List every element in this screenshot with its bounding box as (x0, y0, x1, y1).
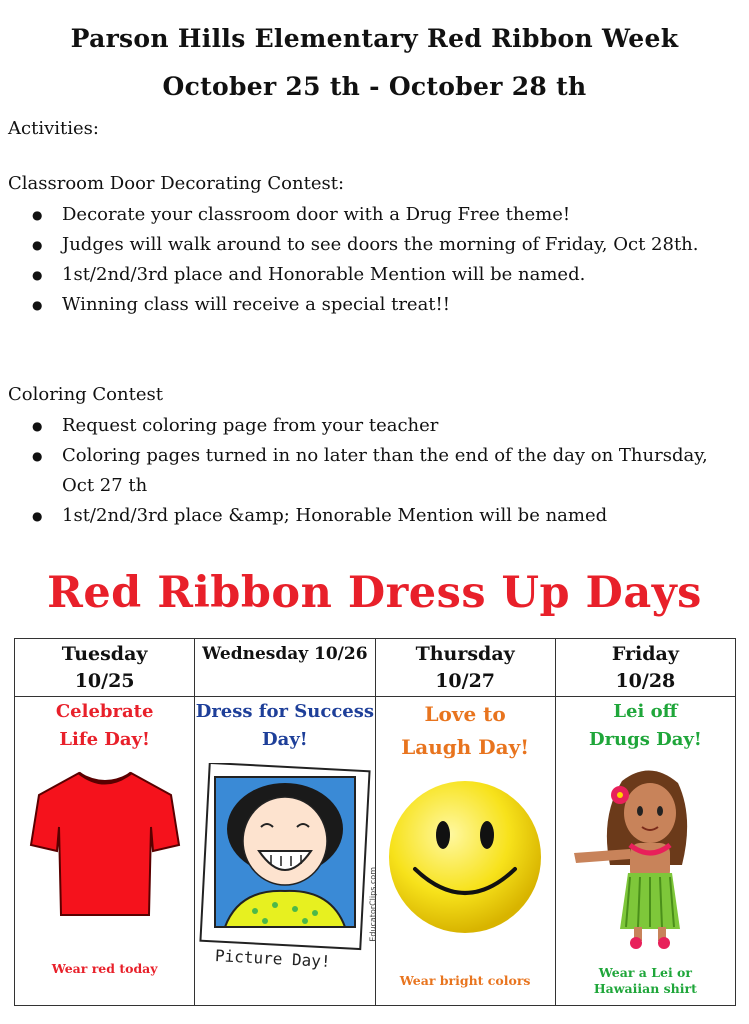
theme-line: Drugs Day! (588, 729, 702, 750)
theme-line: Laugh Day! (401, 735, 529, 759)
picture-day-kid-icon (195, 763, 375, 953)
dress-up-table (14, 638, 736, 1006)
list-item: ● Judges will walk around to see doors the morning of Friday, Oct 28th. (30, 230, 740, 260)
day-header-friday (555, 639, 735, 697)
door-contest-list (30, 200, 740, 320)
day-header-tuesday (15, 639, 195, 697)
dress-up-banner: Red Ribbon Dress Up Days (47, 568, 702, 618)
theme-cell-wednesday (195, 697, 378, 1006)
door-contest-heading: Classroom Door Decorating Contest: (8, 173, 345, 194)
list-item: ● 1st/2nd/3rd place and Honorable Mention will be named. (30, 260, 740, 290)
coloring-contest-list (30, 411, 740, 531)
picture-caption: Picture Day! (214, 945, 332, 972)
dress-note: Hawaiian shirt (593, 981, 697, 996)
dress-note: Wear a Lei or (598, 965, 692, 980)
theme-cell-tuesday (15, 697, 195, 1006)
hula-girl-icon (570, 761, 720, 951)
day-name: Wednesday 10/26 (202, 644, 368, 664)
theme-line: Lei off (613, 701, 678, 722)
watermark-text: EducatorClips.com (368, 867, 378, 942)
day-name: Tuesday (61, 643, 148, 665)
event-dates: October 25 th - October 28 th (162, 72, 587, 101)
list-item: ● Coloring pages turned in no later than the end of the day on Thursday, Oct 27 th (30, 441, 740, 501)
theme-cell-thursday (375, 697, 555, 1006)
day-header-wednesday (195, 639, 375, 697)
theme-line: Celebrate (55, 701, 154, 722)
list-item: ● Winning class will receive a special treat!! (30, 290, 740, 320)
dress-note: Wear red today (51, 961, 158, 976)
dress-note: Wear bright colors (399, 973, 531, 988)
list-item: ● 1st/2nd/3rd place &amp; Honorable Mention will be named (30, 501, 740, 531)
day-date: 10/25 (74, 670, 135, 692)
red-tshirt-icon (29, 767, 181, 921)
theme-line: Life Day! (59, 729, 150, 750)
theme-line: Love to (424, 702, 506, 726)
list-item: ● Request coloring page from your teacher (30, 411, 740, 441)
theme-line: Day! (262, 729, 308, 750)
day-header-thursday (375, 639, 555, 697)
day-date: 10/27 (435, 670, 496, 692)
list-item: ● Decorate your classroom door with a Drug Free theme! (30, 200, 740, 230)
theme-line: Dress for Success (195, 701, 375, 722)
coloring-contest-heading: Coloring Contest (8, 384, 163, 405)
day-name: Friday (611, 643, 679, 665)
theme-cell-friday (555, 697, 735, 1006)
page-title: Parson Hills Elementary Red Ribbon Week (70, 24, 679, 53)
activities-label: Activities: (8, 118, 99, 139)
smiley-face-icon (385, 777, 545, 937)
day-name: Thursday (415, 643, 515, 665)
day-date: 10/28 (615, 670, 676, 692)
